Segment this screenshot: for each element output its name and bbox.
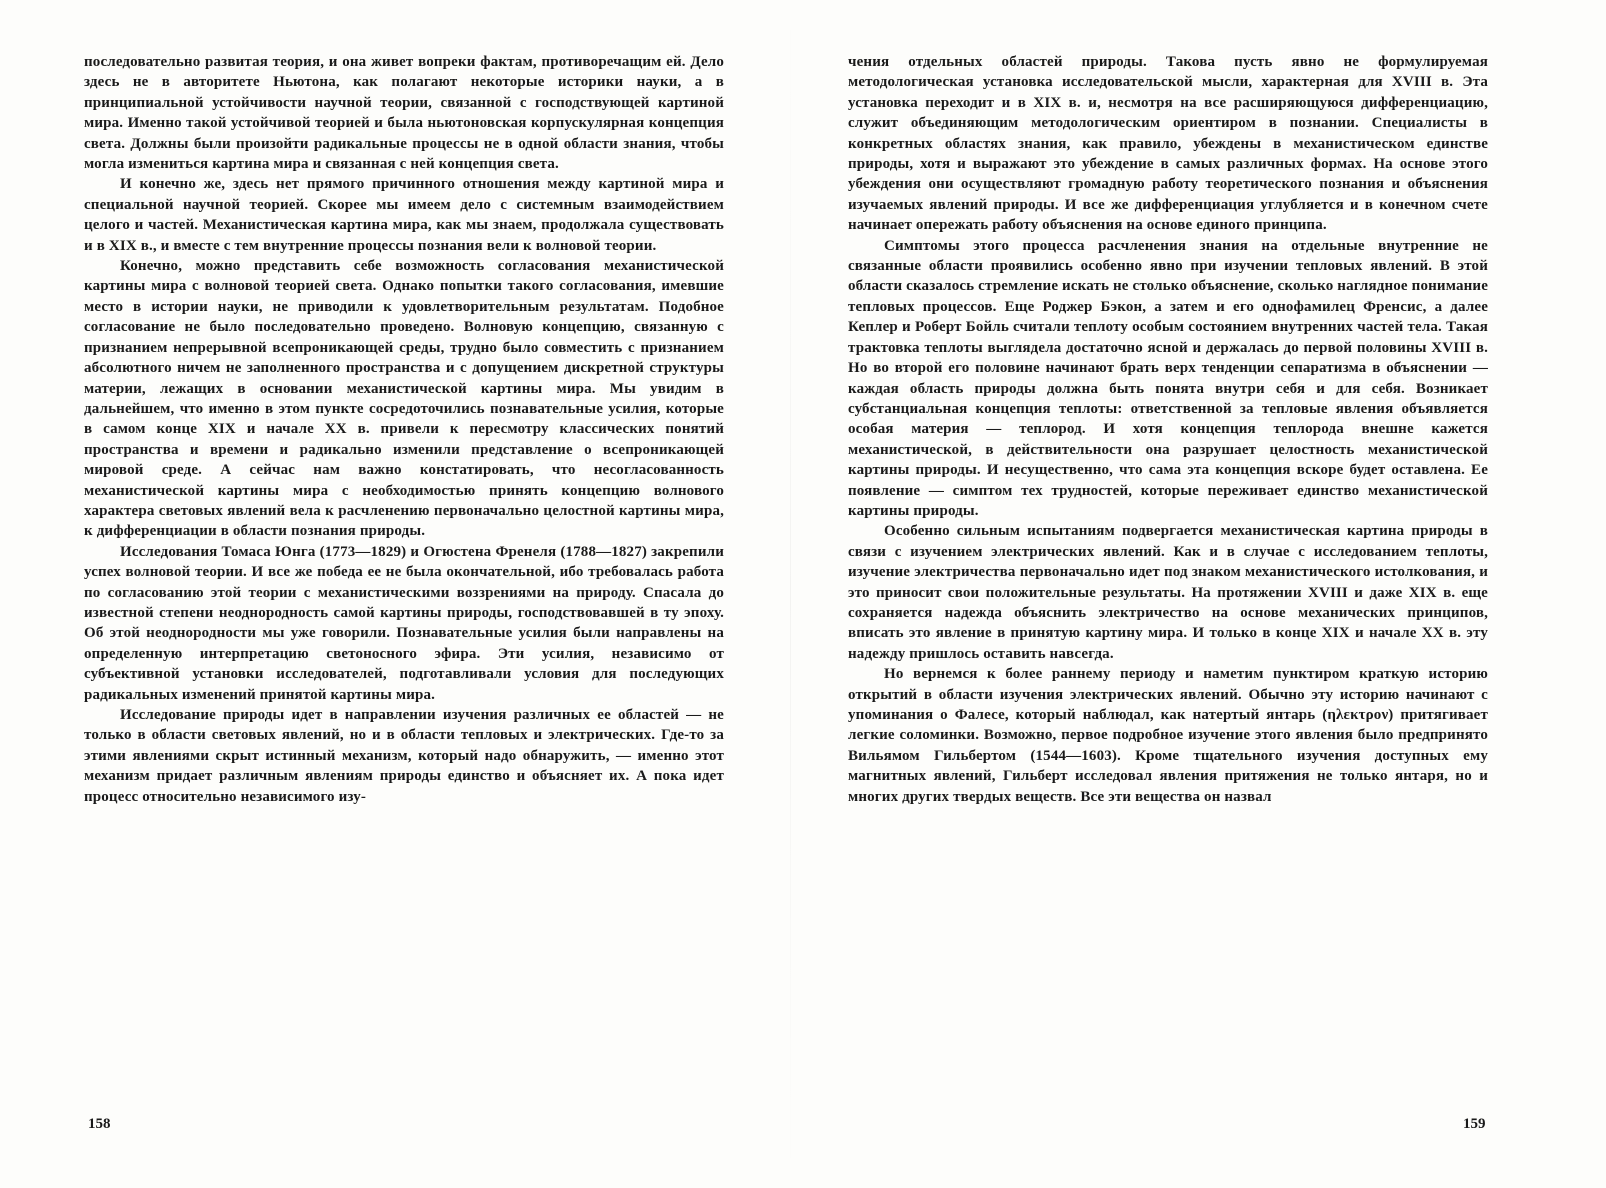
paragraph: Исследование природы идет в направлении изучения различных ее областей — не только в области световых явлений, но и в области тепловых и электрических. Где-то за этими явлениями скрыт истинный механизм, который надо обнаружить, — именно этот механизм придает различным явлениям природы единство и объясняет их. А пока идет процесс относительно независимого изу-: [84, 707, 724, 805]
paragraph: Симптомы этого процесса расчленения знания на отдельные внутренние не связанные области проявились особенно явно при изучении тепловых явлений. В этой области сказалось стремление искать не столько объяснение, сколько наглядное понимание тепловых процессов. Еще Роджер Бэкон, а затем и его однофамилец Френсис, а далее Кеплер и Роберт Бойль считали теплоту особым состоянием внутренних частей тела. Такая трактовка теплоты выглядела достаточно ясной и держалась до первой половины XVIII в. Но во второй его половине начинают брать верх тенденции сепаратизма в объяснении — каждая область природы должна быть понята внутри себя и для себя. Возникает субстанциальная концепция теплоты: ответственной за тепловые явления объявляется особая материя — теплород. И хотя концепция теплорода внешне кажется механистической, в действительности она разрушает целостность механистической картины природы. И несущественно, что сама эта концепция вскоре будет оставлена. Ее появление — симптом тех трудностей, которые переживает единство механистической картины природы.: [848, 237, 1488, 519]
left-page-text: [84, 52, 724, 807]
page-number-left: 158: [88, 1116, 111, 1132]
paragraph: Особенно сильным испытаниям подвергается механистическая картина природы в связи с изучением электрических явлений. Как и в случае с исследованием теплоты, изучение электричества первоначально идет под знаком механистического истолкования, и это приносит свои положительные результаты. На протяжении XVIII и даже XIX в. еще сохраняется надежда объяснить электричество на основе механических принципов, вписать это явление в принятую картину мира. И только в конце XIX и начале XX в. эту надежду пришлось оставить навсегда.: [848, 523, 1488, 662]
right-page: [848, 52, 1488, 807]
paragraph: Но вернемся к более раннему периоду и наметим пунктиром краткую историю открытий в области изучения электрических явлений. Обычно эту историю начинают с упоминания о Фалесе, который наблюдал, как натертый янтарь (ηλεκτρον) притягивает легкие соломинки. Возможно, первое подробное изучение этого явления было предпринято Вильямом Гильбертом (1544—1603). Кроме тщательного изучения доступных ему магнитных явлений, Гильберт исследовал явления притяжения не только янтаря, но и многих других твердых веществ. Все эти вещества он назвал: [848, 666, 1488, 805]
left-page: [84, 52, 724, 807]
book-gutter: [790, 0, 791, 1188]
paragraph: чения отдельных областей природы. Такова пусть явно не формулируемая методологическая установка исследовательской мысли, характерная для XVIII в. Эта установка переходит и в XIX в. и, несмотря на все расширяющуюся дифференциацию, служит объединяющим методологическим ориентиром в познании. Специалисты в конкретных областях знания, как правило, убеждены в механистическом единстве природы, хотя и выражают это убеждение в самых различных формах. На основе этого убеждения они осуществляют громадную работу теоретического познания и объяснения изучаемых явлений природы. И все же дифференциация углубляется и в конечном счете начинает опережать работу объяснения на основе единого принципа.: [848, 54, 1488, 234]
paragraph: последовательно развитая теория, и она живет вопреки фактам, противоречащим ей. Дело здесь не в авторитете Ньютона, как полагают некоторые историки науки, а в принципиальной устойчивости научной теории, связанной с господствующей картиной мира. Именно такой устойчивой теорией и была ньютоновская корпускулярная концепция света. Должны были произойти радикальные процессы не в одной области знания, чтобы могла измениться картина мира и связанная с ней концепция света.: [84, 54, 724, 173]
paragraph: Исследования Томаса Юнга (1773—1829) и Огюстена Френеля (1788—1827) закрепили успех волновой теории. И все же победа ее не была окончательной, ибо требовалась работа по согласованию этой теории с механистическими воззрениями на природу. Спасала до известной степени неоднородность самой картины природы, господствовавшей в ту эпоху. Об этой неоднородности мы уже говорили. Познавательные усилия были направлены на определенную интерпретацию светоносного эфира. Эти усилия, независимо от субъективной установки исследователей, подготавливали условия для последующих радикальных изменений принятой картины мира.: [84, 543, 724, 703]
page-number-right: 159: [1463, 1116, 1486, 1132]
paragraph: Конечно, можно представить себе возможность согласования механистической картины мира с волновой теорией света. Однако попытки такого согласования, имевшие место в истории науки, не приводили к удовлетворительным результатам. Подобное согласование не было последовательно проведено. Волновую концепцию, связанную с признанием непрерывной всепроникающей среды, трудно было совместить с признанием абсолютного ничем не заполненного пространства и с допущением дискретной структуры материи, лежащих в основании механистической картины мира. Мы увидим в дальнейшем, что именно в этом пункте сосредоточились познавательные усилия, которые в самом конце XIX и начале XX в. привели к пересмотру классических понятий пространства и времени и радикально изменили представление о всепроникающей мировой среде. А сейчас нам важно констатировать, что несогласованность механистической картины мира с необходимостью принять концепцию волнового характера световых явлений вела к расчленению первоначально целостной картины мира, к дифференциации в области познания природы.: [84, 258, 724, 540]
paragraph: И конечно же, здесь нет прямого причинного отношения между картиной мира и специальной научной теорией. Скорее мы имеем дело с системным взаимодействием целого и частей. Механистическая картина мира, как мы знаем, продолжала существовать и в XIX в., и вместе с тем внутренние процессы познания вели к волновой теории.: [84, 176, 724, 254]
right-page-text: [848, 52, 1488, 807]
